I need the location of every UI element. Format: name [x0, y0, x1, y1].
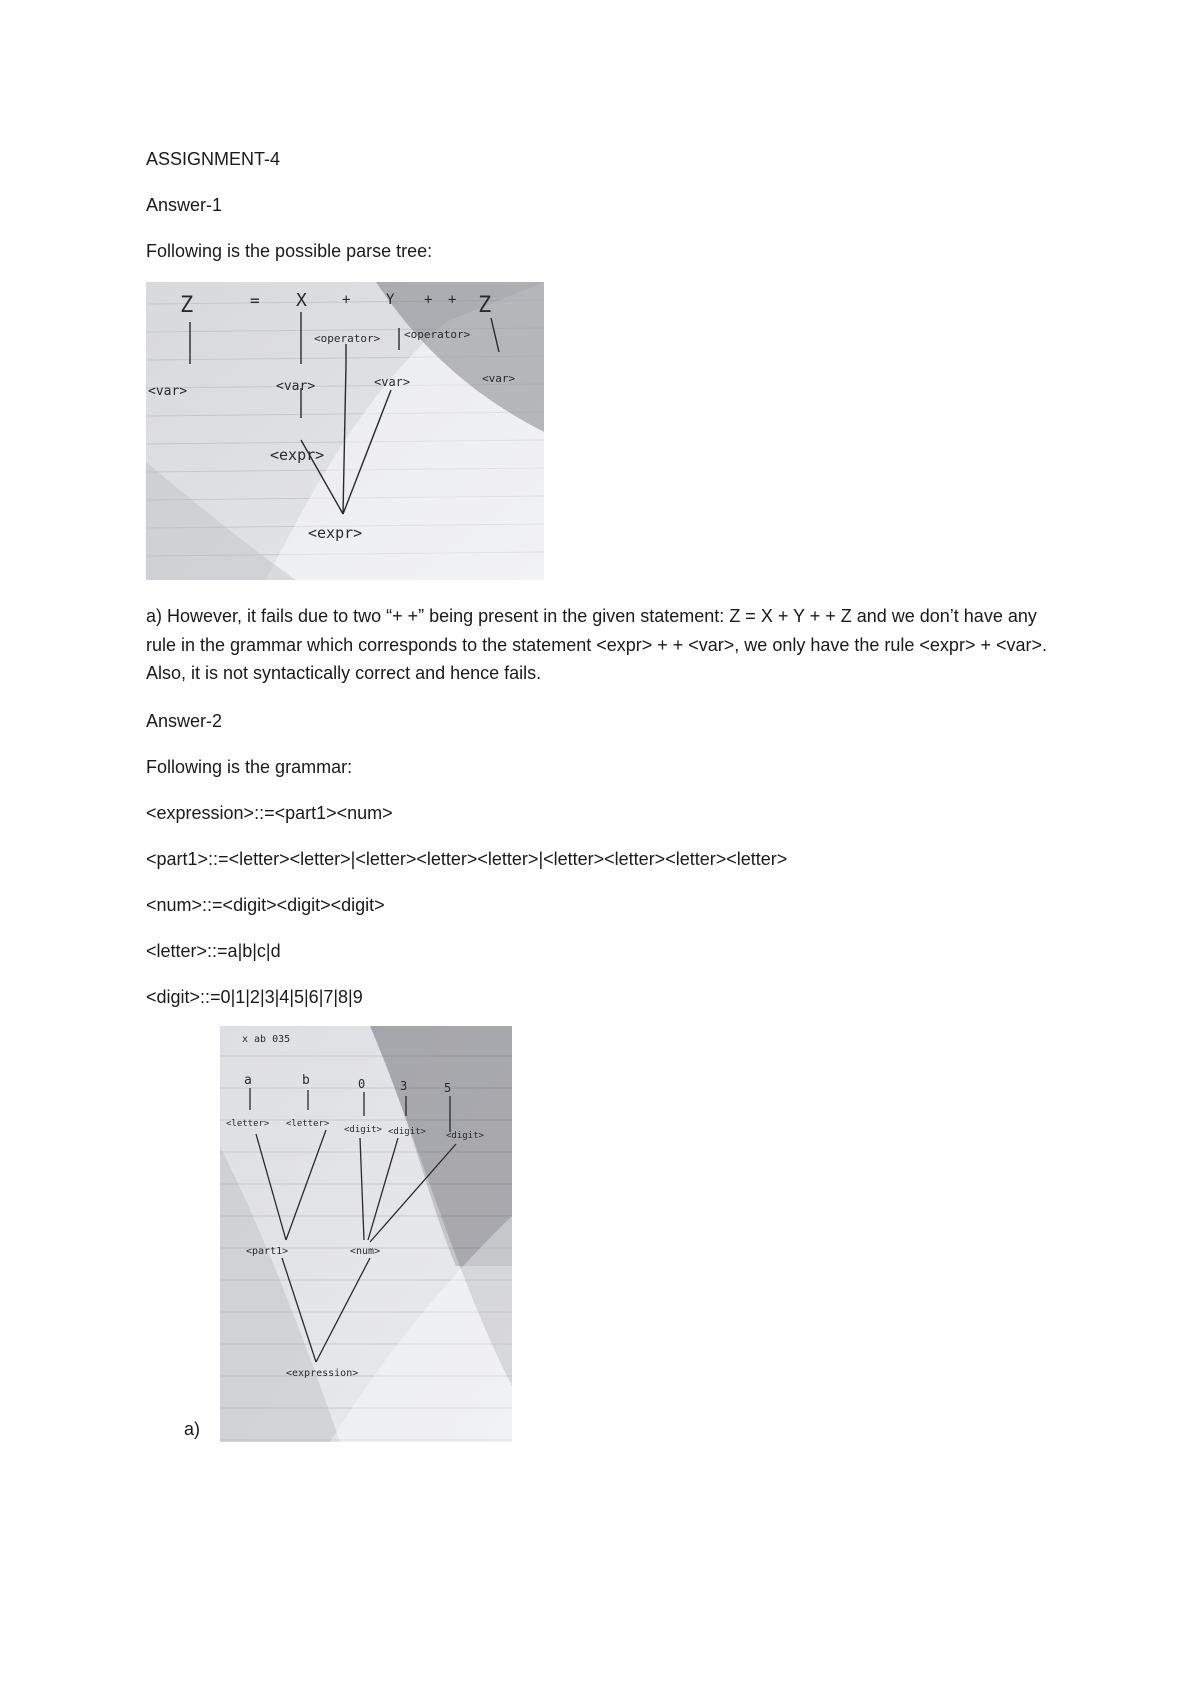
answer-2-heading: Answer-2	[146, 711, 223, 731]
equals-token: =	[250, 291, 260, 310]
grammar-rule-digit: <digit>::=0|1|2|3|4|5|6|7|8|9	[146, 987, 363, 1007]
plus-token-2: +	[424, 292, 433, 308]
y-token: Y	[386, 292, 395, 308]
grammar-rule-part1: <part1>::=<letter><letter>|<letter><letter><letter>|<letter><letter><letter><letter>	[146, 849, 788, 869]
expression-label: <expression>	[286, 1368, 359, 1379]
photo-caption: x ab 035	[242, 1034, 291, 1045]
digit-label-2: <digit>	[388, 1127, 426, 1137]
answer-2-item-marker: a)	[184, 1419, 201, 1439]
var-label-3: <var>	[374, 375, 411, 389]
part1-label: <part1>	[246, 1246, 289, 1257]
parse-tree-2-drawing	[220, 1026, 512, 1442]
parse-tree-photo-2	[220, 1026, 512, 1442]
var-label-1: <var>	[148, 384, 188, 399]
var-label-2: <var>	[276, 379, 316, 394]
token-a: a	[244, 1073, 252, 1088]
plus-token-3: +	[448, 292, 457, 308]
grammar-rule-num: <num>::=<digit><digit><digit>	[146, 895, 385, 915]
letter-label-2: <letter>	[286, 1119, 330, 1129]
operator-label-1: <operator>	[314, 332, 381, 345]
expr-label-mid: <expr>	[270, 446, 325, 464]
token-5: 5	[444, 1081, 452, 1095]
num-label: <num>	[350, 1246, 381, 1257]
answer-1-intro: Following is the possible parse tree:	[146, 241, 433, 261]
answer-2-intro: Following is the grammar:	[146, 757, 353, 777]
digit-label-3: <digit>	[446, 1131, 484, 1141]
answer-1-explanation: a) However, it fails due to two “+ +” being present in the given statement: Z = X + Y + + Z and we don’t have any rule in the grammar which corresponds to the statement <expr> + + <var>, we only have the rule <expr> + <var>. Also, it is not syntactically correct and hence fails.	[146, 606, 1047, 683]
grammar-rule-expression: <expression>::=<part1><num>	[146, 803, 393, 823]
z-token-2: Z	[478, 293, 492, 318]
letter-label-1: <letter>	[226, 1119, 270, 1129]
answer-1-heading: Answer-1	[146, 195, 223, 215]
document-title: ASSIGNMENT-4	[146, 149, 281, 169]
token-b: b	[302, 1073, 310, 1088]
digit-label-1: <digit>	[344, 1125, 382, 1135]
x-token: X	[296, 290, 307, 311]
parse-tree-photo-1	[146, 282, 544, 580]
z-token: Z	[180, 293, 194, 318]
token-0: 0	[358, 1077, 366, 1091]
token-3: 3	[400, 1079, 408, 1093]
grammar-rule-letter: <letter>::=a|b|c|d	[146, 941, 281, 961]
expr-label-root: <expr>	[308, 524, 363, 542]
operator-label-2: <operator>	[404, 328, 471, 341]
var-label-4: <var>	[482, 372, 516, 385]
parse-tree-1-drawing	[146, 282, 544, 580]
plus-token-1: +	[342, 292, 351, 308]
